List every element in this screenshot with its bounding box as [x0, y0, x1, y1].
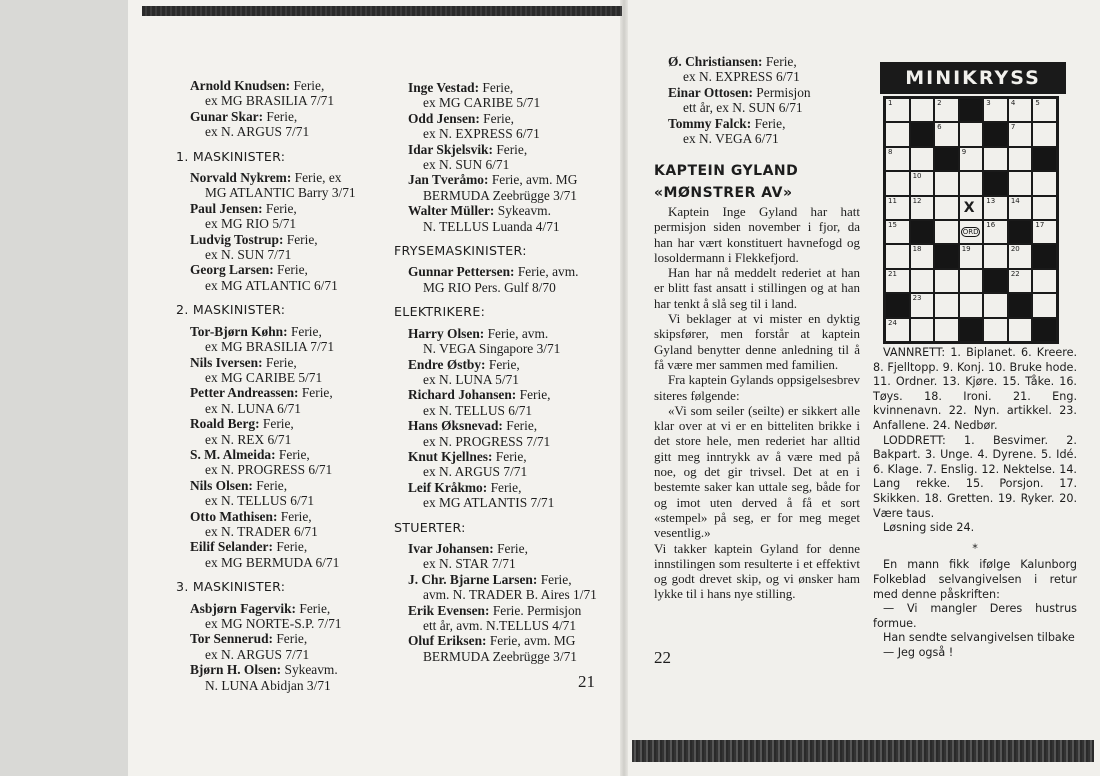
crossword-black-cell [934, 244, 959, 268]
crew-entry: Einar Ottosen: Permisjon ett år, ex N. SUN 6/71 [668, 84, 811, 116]
crossword-cell-number: 11 [888, 196, 897, 205]
crossword-cell [959, 269, 984, 293]
crew-entry: Tor Sennerud: Ferie, ex N. ARGUS 7/71 [190, 631, 310, 662]
page-number: 22 [654, 648, 671, 667]
crossword-title: MINIKRYSS [880, 62, 1066, 94]
crossword-cell-number: 15 [888, 220, 897, 229]
crossword-black-cell [1008, 220, 1033, 244]
crew-entry: Ludvig Tostrup: Ferie, ex N. SUN 7/71 [190, 231, 318, 263]
crossword-black-cell [1032, 147, 1057, 171]
crew-entry: Otto Mathisen: Ferie, ex N. TRADER 6/71 [190, 508, 318, 539]
page-gutter [620, 0, 628, 776]
crossword-cell [885, 244, 910, 268]
crew-entry: Jan Tveråmo: Ferie, avm. MG BERMUDA Zeebrügge 3/71 [408, 172, 578, 203]
crossword-black-cell [959, 318, 984, 342]
crossword-cell [959, 244, 984, 268]
left-column-2 [394, 80, 604, 664]
crossword-cell [934, 196, 959, 220]
crossword-cell [1032, 220, 1057, 244]
section-heading: ELEKTRIKERE: [394, 304, 486, 320]
crossword-cell [885, 171, 910, 195]
article-paragraph: «Vi som seiler (seilte) er sikkert alle klar over at vi er en bitteliten brikke i det store hele, men rederiet har alltid gitt meg inntrykk av å være med på noe, og det gir trivsel. Det at en i bestemte saker kan uttale seg, både for og imot uten derved å få et sort «stempel» på seg, er for meg meget vesentlig.» [654, 402, 860, 541]
crossword-cell [934, 269, 959, 293]
crossword-center-mark: ORD [962, 227, 979, 236]
crossword-cell [983, 98, 1008, 122]
crossword-black-cell [983, 122, 1008, 146]
left-column-1 [176, 78, 390, 693]
crossword-cell-number: 22 [1010, 269, 1020, 278]
crossword-cell-number: 18 [912, 245, 922, 254]
crossword-black-cell [934, 147, 959, 171]
crossword-cell-number: 5 [1035, 99, 1040, 107]
article-paragraph: Fra kaptein Gylands oppsigelsesbrev siteres følgende: [654, 372, 860, 403]
crossword-cell [885, 318, 910, 342]
crossword-black-cell [983, 171, 1008, 195]
crossword-cell [1008, 244, 1033, 268]
clues-across: VANNRETT: 1. Biplanet. 6. Kreere. 8. Fjelltopp. 9. Konj. 10. Bruke hode. 11. Ordner. 13. Kjøre. 15. Tåke. 16. Tøys. 18. Ironi. 21. Eng. kvinnenavn. 22. Nyn. artikkel. 23. Anfallene. 24. Nedbør. [873, 346, 1078, 432]
crossword-cell [934, 171, 959, 195]
crossword-cell [910, 98, 935, 122]
crew-entry: Roald Berg: Ferie, ex N. REX 6/71 [190, 416, 294, 447]
crossword-cell [885, 147, 910, 171]
crossword-cell-number: 3 [986, 99, 991, 107]
anecdote-paragraph: En mann fikk ifølge Kalunborg Folkeblad selvangivelsen i retur med denne påskriften: [873, 558, 1077, 601]
crossword-cell [1008, 171, 1033, 195]
crossword-cell-number: 16 [986, 220, 996, 229]
crossword-cell [959, 122, 984, 146]
crossword-cell-number: 7 [1010, 123, 1016, 132]
article-body [654, 204, 860, 602]
crossword-cell-number: 10 [912, 172, 922, 181]
crossword-logo-cell [959, 196, 984, 220]
crossword-cell [910, 269, 935, 293]
clues-down: LODDRETT: 1. Besvimer. 2. Bakpart. 3. Unge. 4. Dyrene. 5. Idé. 6. Klage. 7. Enslig. 12. Nektelse. 14. Lang rekke. 15. Porsjon. 17. Skikken. 18. Gretten. 19. Ryker. 20. Være taus. [873, 433, 1077, 520]
crossword-cell [1032, 269, 1057, 293]
article-title: KAPTEIN GYLAND «MØNSTRER AV» [654, 163, 799, 201]
crew-entry: Bjørn H. Olsen: Sykeavm. N. LUNA Abidjan 3/71 [190, 662, 338, 693]
crew-entry: Tommy Falck: Ferie, ex N. VEGA 6/71 [668, 115, 786, 147]
separator-star: * [972, 541, 978, 555]
crossword-cell [934, 318, 959, 342]
crew-entry: Nils Olsen: Ferie, ex N. TELLUS 6/71 [190, 477, 315, 509]
crossword-cell [885, 98, 910, 122]
crossword-cell [910, 244, 935, 268]
crossword-cell [983, 196, 1008, 220]
crossword-cell-number: 23 [912, 294, 922, 303]
crossword-cell [885, 122, 910, 146]
crossword-cell [983, 293, 1008, 317]
page-number: 21 [578, 672, 595, 691]
section-heading: FRYSEMASKINISTER: [394, 243, 527, 259]
crew-entry: Idar Skjelsvik: Ferie, ex N. SUN 6/71 [408, 141, 528, 173]
crossword-cell [885, 269, 910, 293]
crossword-cell [934, 293, 959, 317]
crossword-cell [885, 220, 910, 244]
crossword-cell-number: 21 [888, 269, 897, 278]
article-paragraph: Vi beklager at vi mister en dyktig skipsfører, men forstår at kaptein Gyland benytter denne anledning til å få være mer sammen med familien. [654, 311, 860, 372]
crossword-cell [1008, 98, 1033, 122]
crossword-cell [910, 293, 935, 317]
crew-entry: Asbjørn Fagervik: Ferie, ex MG NORTE-S.P. 7/71 [190, 600, 342, 631]
crew-entry: Eilif Selander: Ferie, ex MG BERMUDA 6/71 [190, 539, 340, 570]
crossword-black-cell [1032, 318, 1057, 342]
crew-entry: Georg Larsen: Ferie, ex MG ATLANTIC 6/71 [190, 262, 338, 293]
crossword-cell [885, 196, 910, 220]
crossword-cell [1032, 98, 1057, 122]
article-paragraph: Kaptein Inge Gyland har hatt permisjon siden november i fjor, da han har vært konstituert havnefogd og losoldermann i Flekkefjord. [654, 204, 860, 265]
crossword-cell [1008, 318, 1033, 342]
crossword-black-cell [1032, 244, 1057, 268]
right-top-entries [668, 54, 868, 146]
crossword-cell-number: 19 [961, 245, 971, 254]
section-heading: STUERTER: [394, 519, 466, 535]
crossword-cell-number: 4 [1010, 99, 1016, 107]
crossword-cell [1032, 293, 1057, 317]
crossword-cell [959, 147, 984, 171]
crossword-cell [1032, 171, 1057, 195]
crew-entry: J. Chr. Bjarne Larsen: Ferie, avm. N. TRADER B. Aires 1/71 [408, 571, 597, 603]
crossword-logo-cell [959, 220, 984, 244]
crossword-cell [959, 171, 984, 195]
bottom-scan-edge [632, 740, 1094, 762]
crossword-center-mark: X [963, 199, 975, 216]
crew-entry: Leif Kråkmo: Ferie, ex MG ATLANTIS 7/71 [408, 479, 555, 511]
crew-entry: Petter Andreassen: Ferie, ex N. LUNA 6/71 [190, 385, 333, 416]
anecdote-paragraph: — Vi mangler Deres hustrus formue. [873, 602, 1077, 630]
crossword-cell [910, 196, 935, 220]
crossword-black-cell [1008, 293, 1033, 317]
crossword-cell [934, 122, 959, 146]
crossword-cell-number: 9 [961, 147, 967, 156]
crossword-cell [910, 318, 935, 342]
crew-entry: Richard Johansen: Ferie, ex N. TELLUS 6/71 [408, 387, 551, 418]
crossword-cell [1008, 147, 1033, 171]
crossword-cell-number: 6 [937, 123, 942, 132]
crew-entry: Ø. Christiansen: Ferie, ex N. EXPRESS 6/71 [668, 54, 800, 85]
crew-entry: Ivar Johansen: Ferie, ex N. STAR 7/71 [408, 540, 528, 572]
crew-entry: Gunnar Pettersen: Ferie, avm. MG RIO Pers. Gulf 8/70 [408, 264, 579, 295]
crossword-cell [910, 171, 935, 195]
crossword-cell [1032, 196, 1057, 220]
crossword-black-cell [983, 269, 1008, 293]
crossword-cell [959, 293, 984, 317]
crossword-grid [883, 96, 1059, 344]
crew-entry: Knut Kjellnes: Ferie, ex N. ARGUS 7/71 [408, 448, 528, 480]
crossword-cell [983, 147, 1008, 171]
anecdote-paragraph: — Jeg også ! [883, 645, 954, 659]
crossword-black-cell [885, 293, 910, 317]
crossword-cell-number: 12 [912, 196, 922, 205]
anecdote-paragraph: Han sendte selvangivelsen tilbake [883, 631, 1075, 645]
article-paragraph: Vi takker kaptein Gyland for denne innstilingen som resulterte i et effektivt og godt drevet skip, og vi ønsker ham lykke til i hans nye stilling. [654, 540, 860, 602]
crew-entry: Oluf Eriksen: Ferie, avm. MG BERMUDA Zeebrügge 3/71 [408, 633, 577, 664]
crew-entry: S. M. Almeida: Ferie, ex N. PROGRESS 6/71 [190, 446, 333, 478]
crew-entry: Norvald Nykrem: Ferie, ex MG ATLANTIC Barry 3/71 [190, 170, 356, 201]
crossword-cell-number: 1 [888, 99, 893, 107]
crossword-black-cell [910, 220, 935, 244]
crossword-cell [910, 147, 935, 171]
crossword-cell [983, 244, 1008, 268]
crossword-cell-number: 8 [888, 147, 893, 156]
crossword-cell-number: 14 [1010, 196, 1020, 205]
crew-entry: Erik Evensen: Ferie. Permisjon ett år, avm. N.TELLUS 4/71 [408, 602, 582, 633]
solution-note: Løsning side 24. [883, 521, 975, 535]
crossword-cell-number: 24 [888, 318, 897, 327]
crew-entry: Walter Müller: Sykeavm. N. TELLUS Luanda 4/71 [408, 203, 560, 234]
crossword-cell [1008, 269, 1033, 293]
crew-entry: Gunar Skar: Ferie, ex N. ARGUS 7/71 [190, 108, 310, 140]
crew-entry: Hans Øksnevad: Ferie, ex N. PROGRESS 7/71 [408, 418, 551, 449]
crossword-cell [1008, 196, 1033, 220]
crew-entry: Tor-Bjørn Køhn: Ferie, ex MG BRASILIA 7/71 [190, 323, 335, 355]
section-heading: 1. MASKINISTER: [176, 148, 286, 164]
crew-entry: Harry Olsen: Ferie, avm. N. VEGA Singapore 3/71 [408, 325, 561, 357]
crossword-cell-number: 17 [1035, 220, 1045, 229]
article-paragraph: Han har nå meddelt rederiet at han er blitt fast ansatt i stillingen og at han har tenkt å slå seg til i land. [654, 265, 860, 311]
crossword-cell-number: 2 [937, 99, 942, 107]
top-scan-edge [142, 6, 622, 16]
crossword-cell [934, 98, 959, 122]
crew-entry: Arnold Knudsen: Ferie, ex MG BRASILIA 7/71 [190, 78, 335, 109]
crossword-black-cell [959, 98, 984, 122]
crossword-cell [934, 220, 959, 244]
section-heading: 3. MASKINISTER: [176, 579, 286, 595]
crossword-cell [983, 220, 1008, 244]
crossword-cell-number: 13 [986, 196, 996, 205]
crew-entry: Endre Østby: Ferie, ex N. LUNA 5/71 [408, 356, 520, 387]
crossword-cell [1032, 122, 1057, 146]
crossword-cell [983, 318, 1008, 342]
crew-entry: Inge Vestad: Ferie, ex MG CARIBE 5/71 [408, 80, 541, 111]
crossword-clues [873, 346, 1077, 660]
crew-entry: Odd Jensen: Ferie, ex N. EXPRESS 6/71 [408, 110, 540, 142]
crossword-cell-number: 20 [1010, 245, 1020, 254]
crossword-black-cell [910, 122, 935, 146]
crew-entry: Paul Jensen: Ferie, ex MG RIO 5/71 [190, 200, 297, 232]
crew-entry: Nils Iversen: Ferie, ex MG CARIBE 5/71 [190, 354, 323, 385]
section-heading: 2. MASKINISTER: [176, 302, 286, 318]
crossword-cell [1008, 122, 1033, 146]
